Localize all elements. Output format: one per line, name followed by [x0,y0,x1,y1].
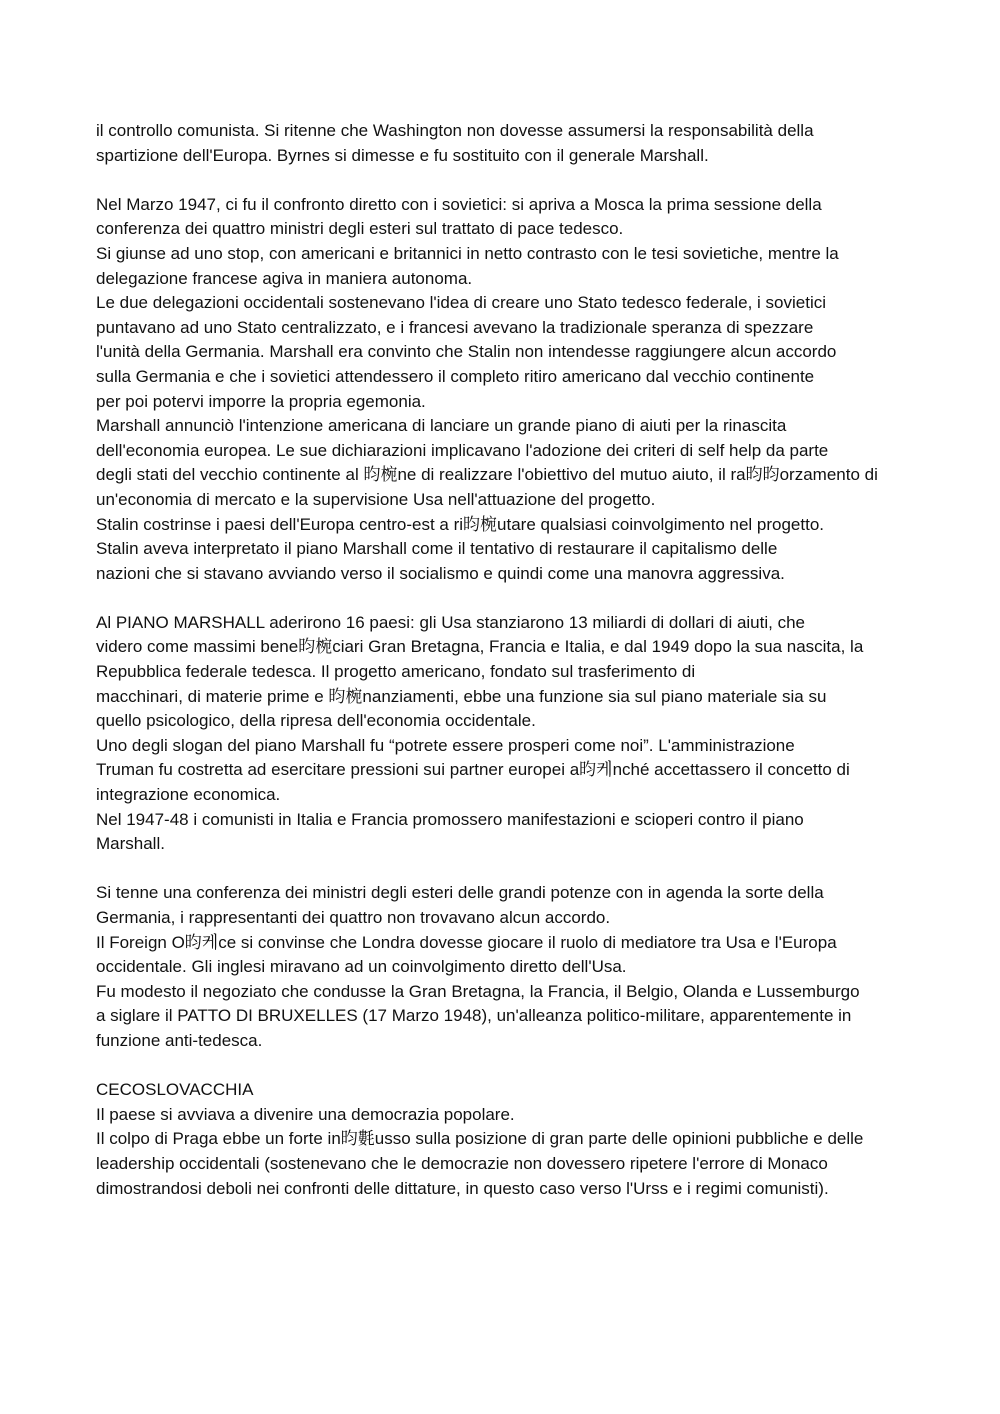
text-line: il controllo comunista. Si ritenne che Washington non dovesse assumersi la responsabilità della [96,121,814,140]
text-line: a siglare il PATTO DI BRUXELLES (17 Marzo 1948), un'alleanza politico-militare, apparentemente in [96,1006,852,1026]
text-line: Marshall. [96,834,165,854]
text-line: Il paese si avviava a divenire una democrazia popolare. [96,1104,515,1124]
text-line: Stalin aveva interpretato il piano Marshall come il tentativo di restaurare il capitalismo delle [96,539,778,559]
text-line: Al PIANO MARSHALL aderirono 16 paesi: gli Usa stanziarono 13 miliardi di dollari di aiuti, che [96,612,805,632]
paragraph-gap [96,857,908,882]
text-line: Il colpo di Praga ebbe un forte in昀氀usso sulla posizione di gran parte delle opinioni pubbliche e delle [96,1129,864,1149]
text-line: Stalin costrinse i paesi dell'Europa centro-est a ri昀椀utare qualsiasi coinvolgimento nel progetto. [96,514,825,534]
paragraph-gap [96,1054,908,1079]
text-line: Truman fu costretta ad esercitare pressioni sui partner europei a昀케nché accettassero il concetto di [96,760,850,780]
text-line: spartizione dell'Europa. Byrnes si dimesse e fu sostituito con il generale Marshall. [96,145,709,165]
text-line: Si giunse ad uno stop, con americani e britannici in netto contrasto con le tesi sovietiche, mentre la [96,243,839,263]
section-heading: CECOSLOVACCHIA [96,1080,254,1100]
text-line: conferenza dei quattro ministri degli esteri sul trattato di pace tedesco. [96,219,624,239]
text-line: occidentale. Gli inglesi miravano ad un coinvolgimento diretto dell'Usa. [96,957,627,977]
paragraph-2 [96,193,908,587]
text-line: Nel 1947-48 i comunisti in Italia e Francia promossero manifestazioni e scioperi contro il piano [96,809,804,829]
text-line: Fu modesto il negoziato che condusse la Gran Bretagna, la Francia, il Belgio, Olanda e Lussemburgo [96,981,860,1001]
text-line: Nel Marzo 1947, ci fu il confronto diretto con i sovietici: si apriva a Mosca la prima sessione della [96,194,822,214]
text-line: videro come massimi bene昀椀ciari Gran Bretagna, Francia e Italia, e dal 1949 dopo la sua nascita, la [96,637,864,657]
text-line: degli stati del vecchio continente al 昀椀ne di realizzare l'obiettivo del mutuo aiuto, il ra昀昀orzamento di [96,465,878,485]
document-page [96,119,908,1201]
text-line: un'economia di mercato e la supervisione Usa nell'attuazione del progetto. [96,489,656,509]
text-line: Marshall annunciò l'intenzione americana di lanciare un grande piano di aiuti per la rinascita [96,416,787,436]
paragraph-3 [96,611,908,857]
paragraph-gap [96,168,908,193]
text-line: per poi potervi imporre la propria egemonia. [96,391,426,411]
text-line: nazioni che si stavano avviando verso il socialismo e quindi come una manovra aggressiva. [96,563,785,583]
text-line: funzione anti-tedesca. [96,1030,263,1050]
text-line: Le due delegazioni occidentali sostenevano l'idea di creare uno Stato tedesco federale, i sovietici [96,293,826,313]
text-line: l'unità della Germania. Marshall era convinto che Stalin non intendesse raggiungere alcun accordo [96,342,837,362]
text-line: puntavano ad uno Stato centralizzato, e i francesi avevano la tradizionale speranza di spezzare [96,317,814,337]
text-line: Germania, i rappresentanti dei quattro non trovavano alcun accordo. [96,908,611,927]
text-line: integrazione economica. [96,785,281,805]
text-line: dimostrandosi deboli nei confronti delle dittature, in questo caso verso l'Urss e i regimi comunisti). [96,1178,829,1198]
paragraph-gap [96,586,908,611]
paragraph-1 [96,119,908,168]
text-line: dell'economia europea. Le sue dichiarazioni implicavano l'adozione dei criteri di self help da parte [96,440,829,460]
text-line: Repubblica federale tedesca. Il progetto americano, fondato sul trasferimento di [96,662,696,682]
text-line: leadership occidentali (sostenevano che le democrazie non dovessero ripetere l'errore di Monaco [96,1153,828,1173]
text-line: Il Foreign O昀케ce si convinse che Londra dovesse giocare il ruolo di mediatore tra Usa e l'Europa [96,932,837,952]
paragraph-5 [96,1078,908,1201]
paragraph-4 [96,881,908,1053]
text-line: sulla Germania e che i sovietici attendessero il completo ritiro americano dal vecchio continente [96,366,815,386]
text-line: macchinari, di materie prime e 昀椀nanziamenti, ebbe una funzione sia sul piano materiale sia su [96,686,827,706]
text-line: quello psicologico, della ripresa dell'economia occidentale. [96,711,536,731]
text-line: delegazione francese agiva in maniera autonoma. [96,268,473,288]
text-line: Uno degli slogan del piano Marshall fu “potrete essere prosperi come noi”. L'amministrazione [96,735,795,755]
text-line: Si tenne una conferenza dei ministri degli esteri delle grandi potenze con in agenda la sorte della [96,883,824,903]
